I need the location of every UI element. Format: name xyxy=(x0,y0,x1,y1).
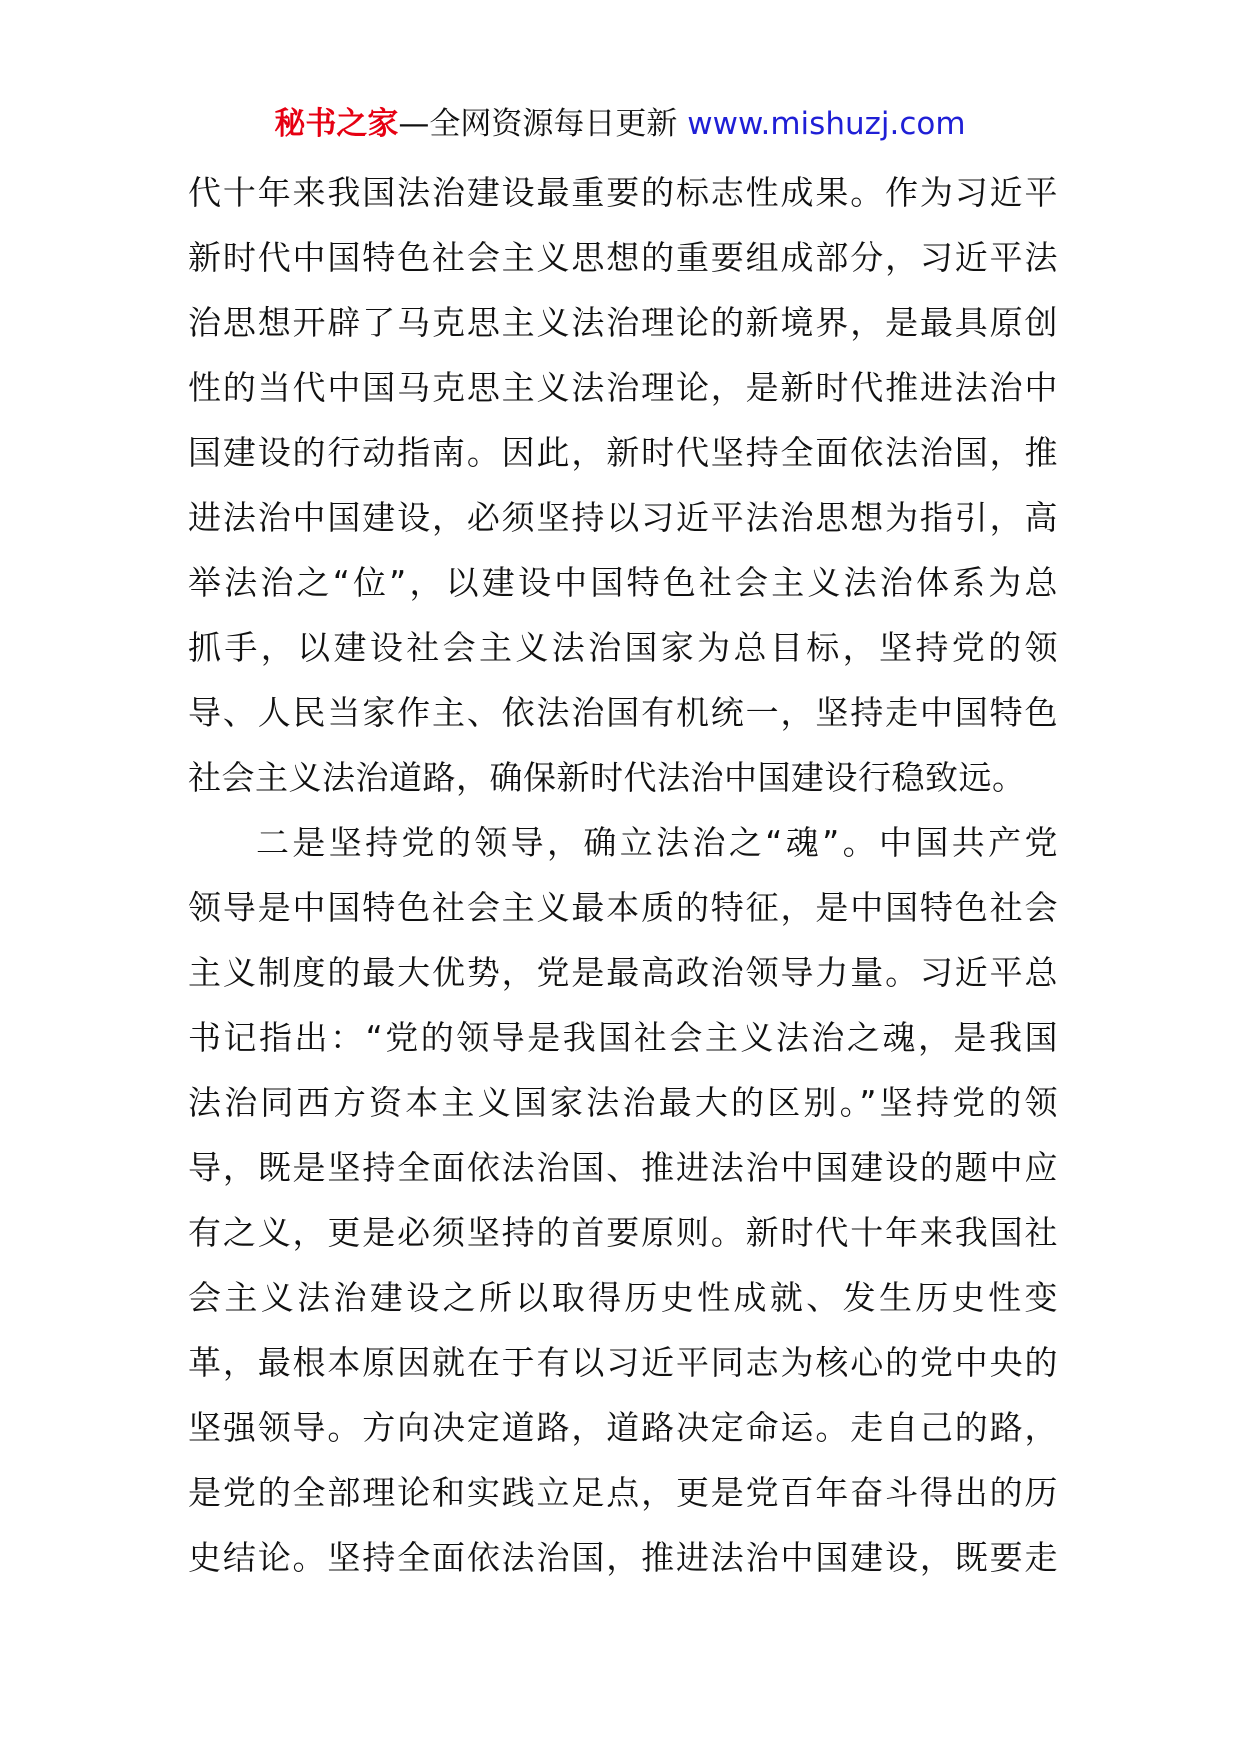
text-line: 法治同西方资本主义国家法治最大的区别。”坚持党的领 xyxy=(188,1083,1058,1122)
document-body xyxy=(188,160,1058,1590)
text-line: 领导是中国特色社会主义最本质的特征，是中国特色社会 xyxy=(188,888,1058,927)
text-line: 新时代中国特色社会主义思想的重要组成部分，习近平法 xyxy=(188,238,1058,277)
text-line: 导，既是坚持全面依法治国、推进法治中国建设的题中应 xyxy=(188,1148,1058,1187)
site-url-link[interactable]: www.mishuzj.com xyxy=(687,106,966,142)
text-line: 会主义法治建设之所以取得历史性成就、发生历史性变 xyxy=(188,1278,1058,1317)
text-line: 二是坚持党的领导，确立法治之“魂”。中国共产党 xyxy=(256,823,1058,862)
text-line: 社会主义法治道路，确保新时代法治中国建设行稳致远。 xyxy=(188,758,1026,797)
text-line: 是党的全部理论和实践立足点，更是党百年奋斗得出的历 xyxy=(188,1473,1058,1512)
text-line: 史结论。坚持全面依法治国，推进法治中国建设，既要走 xyxy=(188,1538,1058,1577)
paragraph xyxy=(188,810,1058,1590)
text-line: 抓手，以建设社会主义法治国家为总目标，坚持党的领 xyxy=(188,628,1058,667)
brand-name: 秘书之家 xyxy=(274,106,399,142)
text-line: 治思想开辟了马克思主义法治理论的新境界，是最具原创 xyxy=(188,303,1058,342)
text-line: 代十年来我国法治建设最重要的标志性成果。作为习近平 xyxy=(188,173,1058,212)
text-line: 有之义，更是必须坚持的首要原则。新时代十年来我国社 xyxy=(188,1213,1058,1252)
text-line: 导、人民当家作主、依法治国有机统一，坚持走中国特色 xyxy=(188,693,1058,732)
text-line: 坚强领导。方向决定道路，道路决定命运。走自己的路， xyxy=(188,1408,1058,1447)
text-line: 举法治之“位”，以建设中国特色社会主义法治体系为总 xyxy=(188,563,1058,602)
text-line: 进法治中国建设，必须坚持以习近平法治思想为指引，高 xyxy=(188,498,1058,537)
text-line: 国建设的行动指南。因此，新时代坚持全面依法治国，推 xyxy=(188,433,1058,472)
site-header xyxy=(0,100,1240,148)
text-line: 主义制度的最大优势，党是最高政治领导力量。习近平总 xyxy=(188,953,1058,992)
text-line: 革，最根本原因就在于有以习近平同志为核心的党中央的 xyxy=(188,1343,1058,1382)
header-tagline: —全网资源每日更新 xyxy=(398,106,688,142)
text-line: 性的当代中国马克思主义法治理论，是新时代推进法治中 xyxy=(188,368,1058,407)
text-line: 书记指出：“党的领导是我国社会主义法治之魂，是我国 xyxy=(188,1018,1058,1057)
paragraph xyxy=(188,160,1058,810)
